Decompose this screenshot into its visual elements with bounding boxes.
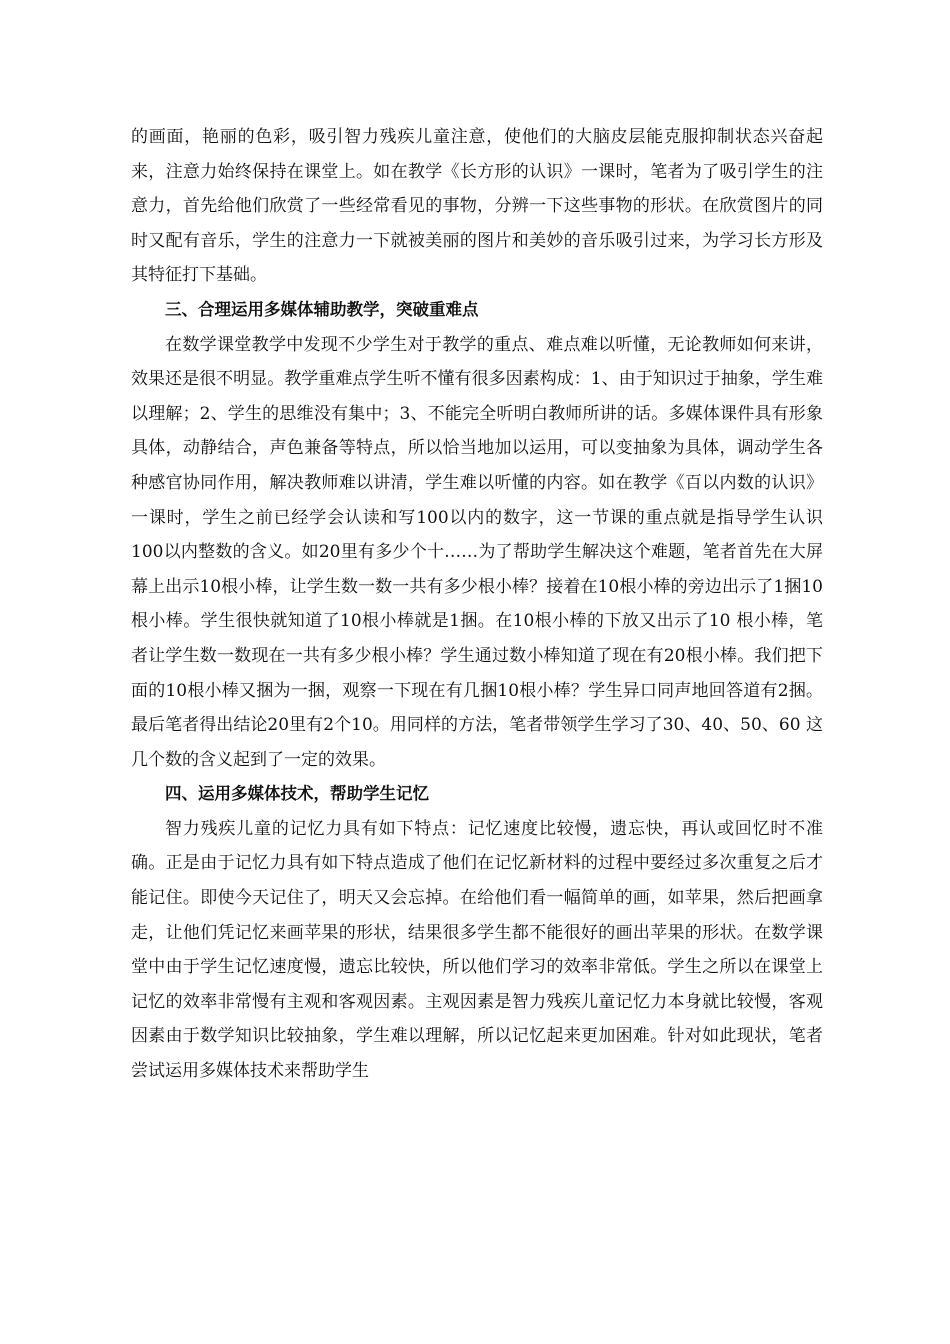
paragraph-continuation: 的画面，艳丽的色彩，吸引智力残疾儿童注意，使他们的大脑皮层能克服抑制状态兴奋起来，注意力始终保持在课堂上。如在教学《长方形的认识》一课时，笔者为了吸引学生的注意力，首先给他们欣赏了一些经常看见的事物，分辨一下这些事物的形状。在欣赏图片的同时又配有音乐，学生的注意力一下就被美丽的图片和美妙的音乐吸引过来，为学习长方形及其特征打下基础。 — [131, 127, 823, 286]
section-heading-4: 四、运用多媒体技术，帮助学生记忆 — [165, 784, 429, 804]
section-heading-3: 三、合理运用多媒体辅助教学，突破重难点 — [165, 299, 479, 319]
paragraph-section-3: 在数学课堂教学中发现不少学生对于教学的重点、难点难以听懂，无论教师如何来讲，效果还是很不明显。教学重难点学生听不懂有很多因素构成：1、由于知识过于抽象，学生难以理解；2、学生的思维没有集中；3、不能完全听明白教师所讲的话。多媒体课件具有形象具体，动静结合，声色兼备等特点，所以恰当地加以运用，可以变抽象为具体，调动学生各种感官协同作用，解决教师难以讲清，学生难以听懂的内容。如在教学《百以内数的认识》一课时，学生之前已经学会认读和写100以内的数字，这一节课的重点就是指导学生认识100以内整数的含义。如20里有多少个十……为了帮助学生解决这个难题，笔者首先在大屏幕上出示10根小棒，让学生数一数一共有多少根小棒？接着在10根小棒的旁边出示了1捆10根小棒。学生很快就知道了10根小棒就是1捆。在10根小棒的下放又出示了10 根小棒，笔者让学生数一数现在一共有多少根小棒？学生通过数小棒知道了现在有20根小棒。我们把下面的10根小棒又捆为一捆，观察一下现在有几捆10根小棒？学生异口同声地回答道有2捆。最后笔者得出结论20里有2个10。用同样的方法，笔者带领学生学习了30、40、50、60 这几个数的含义起到了一定的效果。 — [131, 334, 823, 770]
paragraph-section-4: 智力残疾儿童的记忆力具有如下特点：记忆速度比较慢，遗忘快，再认或回忆时不准确。正是由于记忆力具有如下特点造成了他们在记忆新材料的过程中要经过多次重复之后才能记住。即使今天记住了，明天又会忘掉。在给他们看一幅简单的画，如苹果，然后把画拿走，让他们凭记忆来画苹果的形状，结果很多学生都不能很好的画出苹果的形状。在数学课堂中由于学生记忆速度慢，遗忘比较快，所以他们学习的效率非常低。学生之所以在课堂上记忆的效率非常慢有主观和客观因素。主观因素是智力残疾儿童记忆力本身就比较慢，客观因素由于数学知识比较抽象，学生难以理解，所以记忆起来更加困难。针对如此现状，笔者尝试运用多媒体技术来帮助学生 — [131, 818, 823, 1082]
document-body — [131, 120, 823, 1089]
